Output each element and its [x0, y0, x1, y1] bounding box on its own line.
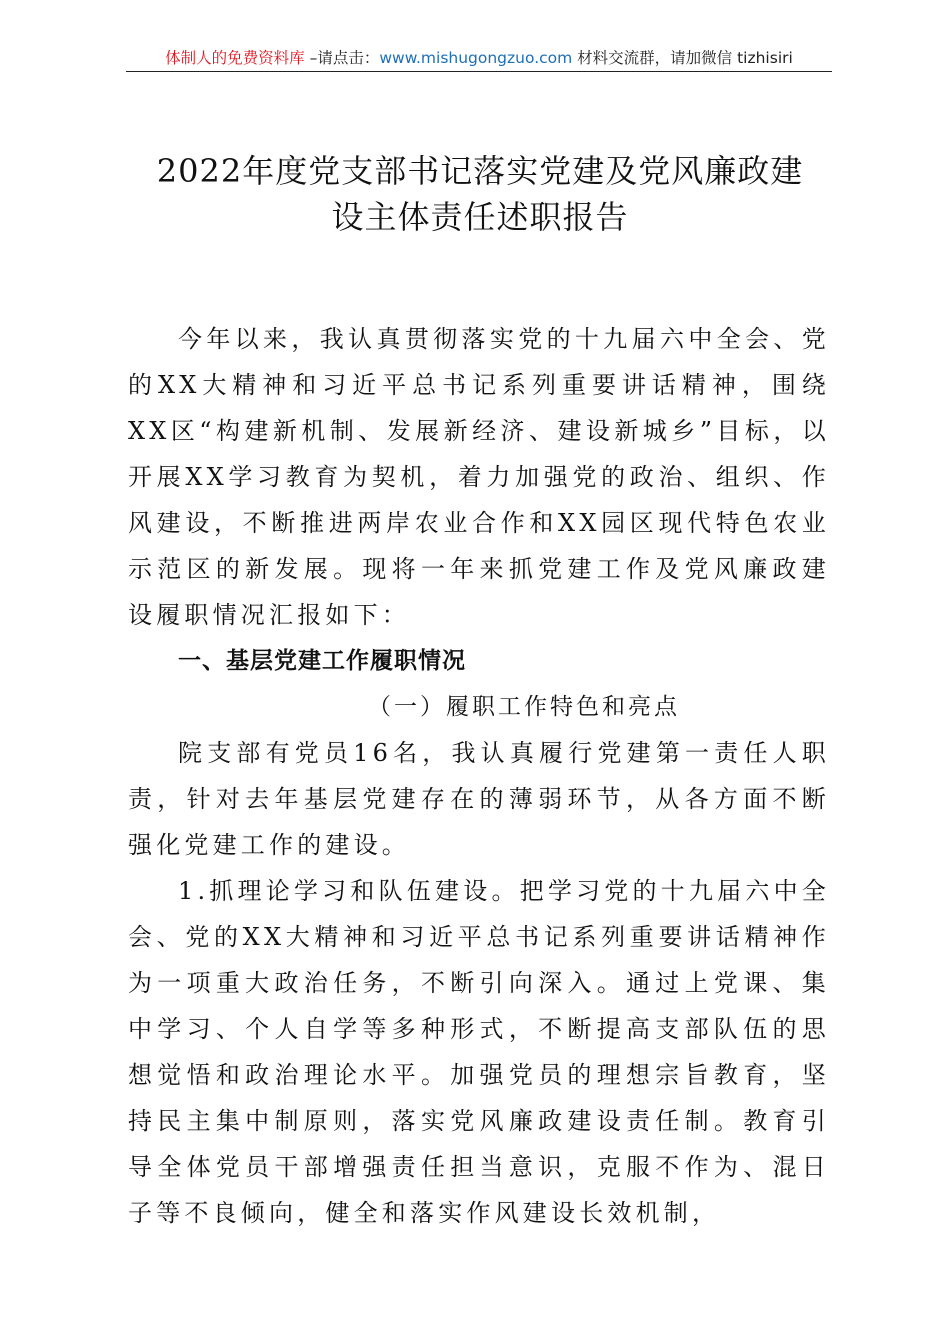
document-body — [128, 316, 830, 1236]
body-paragraph: 院支部有党员16名，我认真履行党建第一责任人职责，针对去年基层党建存在的薄弱环节，从各方面不断强化党建工作的建设。 — [128, 739, 830, 859]
website-link[interactable]: www.mishugongzuo.com — [379, 49, 573, 67]
subsection-heading: （一）履职工作特色和亮点 — [368, 694, 680, 720]
header-divider — [126, 71, 832, 72]
title-line-1: 2022年度党支部书记落实党建及党风廉政建 — [156, 152, 804, 190]
intro-paragraph: 今年以来，我认真贯彻落实党的十九届六中全会、党的XX大精神和习近平总书记系列重要讲话精神，围绕XX区“构建新机制、发展新经济、建设新城乡”目标，以开展XX学习教育为契机，着力加强党的政治、组织、作风建设，不断推进两岸农业合作和XX园区现代特色农业示范区的新发展。现将一年来抓党建工作及党风廉政建设履职情况汇报如下： — [128, 325, 830, 629]
site-name: 体制人的免费资料库 — [165, 49, 305, 67]
header-suffix: 材料交流群，请加微信 tizhisiri — [572, 49, 793, 67]
title-line-2: 设主体责任述职报告 — [331, 198, 629, 236]
document-title — [130, 148, 830, 240]
numbered-item-paragraph: 1.抓理论学习和队伍建设。把学习党的十九届六中全会、党的XX大精神和习近平总书记系列重要讲话精神作为一项重大政治任务，不断引向深入。通过上党课、集中学习、个人自学等多种形式，不断提高支部队伍的思想觉悟和政治理论水平。加强党员的理想宗旨教育，坚持民主集中制原则，落实党风廉政建设责任制。教育引导全体党员干部增强责任担当意识，克服不作为、混日子等不良倾向，健全和落实作风建设长效机制， — [128, 877, 830, 1227]
header-prompt: –请点击： — [304, 49, 380, 67]
page-header-banner — [126, 46, 832, 70]
section-heading: 一、基层党建工作履职情况 — [178, 648, 466, 674]
